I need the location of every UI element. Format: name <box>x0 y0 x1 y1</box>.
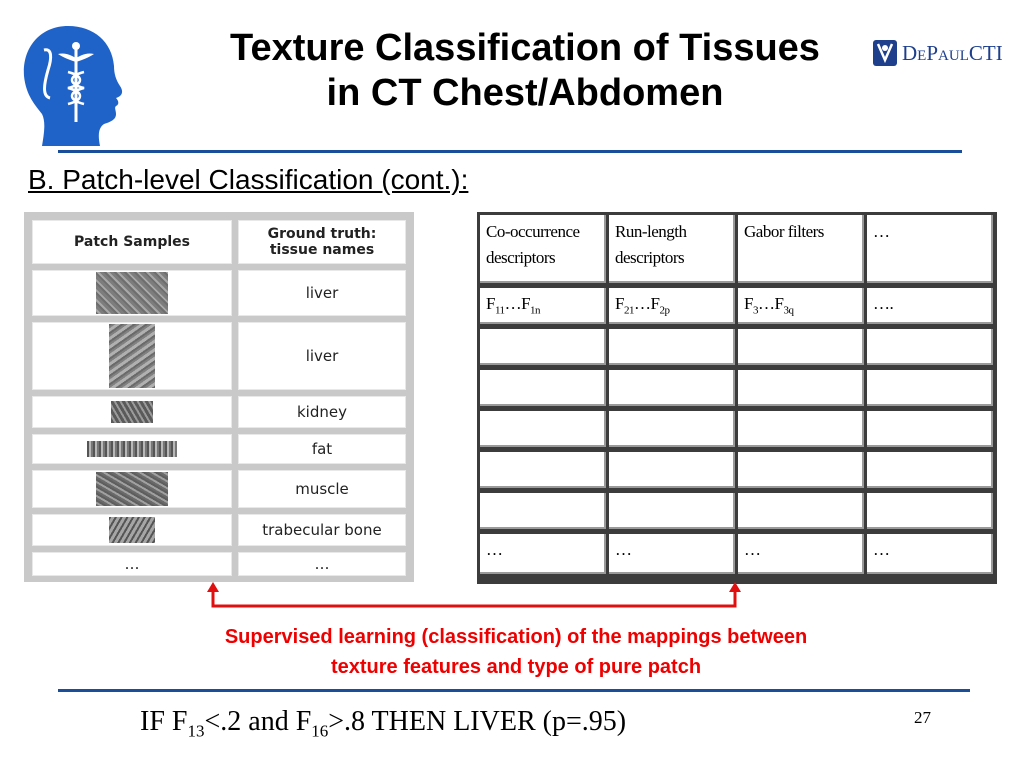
feature-header-cell: Gabor filters <box>738 215 864 283</box>
empty-cell <box>738 411 864 447</box>
empty-cell <box>609 411 735 447</box>
empty-cell <box>738 493 864 529</box>
empty-cell <box>609 370 735 406</box>
slide-title <box>130 26 920 116</box>
title-divider <box>58 150 962 153</box>
texture-patch-image <box>109 517 155 543</box>
empty-cell <box>609 452 735 488</box>
depaul-cti-icon <box>872 38 898 68</box>
empty-cell <box>480 411 606 447</box>
patch-sample-cell <box>32 270 232 316</box>
empty-cell <box>609 493 735 529</box>
empty-cell <box>609 329 735 365</box>
section-subtitle: B. Patch-level Classification (cont.): <box>28 164 469 195</box>
empty-cell <box>867 452 993 488</box>
patch-sample-cell <box>32 322 232 390</box>
patch-sample-cell <box>32 470 232 508</box>
empty-cell <box>480 370 606 406</box>
feature-header-cell: Co-occurrence descriptors <box>480 215 606 283</box>
ellipsis-cell: … <box>738 534 864 574</box>
patch-sample-ellipsis: … <box>32 552 232 576</box>
title-line-1: Texture Classification of Tissues <box>230 27 820 69</box>
ellipsis-cell: … <box>867 534 993 574</box>
empty-cell <box>738 452 864 488</box>
title-line-2: in CT Chest/Abdomen <box>326 72 724 114</box>
tissue-name-cell: liver <box>238 322 406 390</box>
texture-patch-image <box>96 272 168 314</box>
bottom-divider <box>58 689 970 692</box>
tissue-name-cell: muscle <box>238 470 406 508</box>
feature-range-cell: $F_3\dots F_{3q}$ <box>738 288 864 324</box>
empty-cell <box>867 370 993 406</box>
supervised-learning-note: Supervised learning (classification) of the mappings between texture features and type of pure patch <box>224 626 808 678</box>
feature-range-cell: $F_{21}\dots F_{2p}$ <box>609 288 735 324</box>
ellipsis-cell: … <box>609 534 735 574</box>
empty-cell <box>480 329 606 365</box>
page-number: 27 <box>914 708 931 727</box>
tissue-name-cell: fat <box>238 434 406 464</box>
texture-patch-image <box>109 324 155 388</box>
header-ground-truth: Ground truth: tissue names <box>238 220 406 264</box>
tissue-name-ellipsis: … <box>238 552 406 576</box>
empty-cell <box>480 452 606 488</box>
texture-patch-image <box>87 441 177 457</box>
feature-header-cell: Run-length descriptors <box>609 215 735 283</box>
depaul-cti-logo <box>872 36 1003 70</box>
slicer-logo-icon <box>18 22 130 150</box>
patch-sample-cell <box>32 396 232 428</box>
ground-truth-table <box>24 212 414 582</box>
empty-cell <box>738 329 864 365</box>
texture-features-table <box>477 212 997 584</box>
texture-patch-image <box>111 401 153 423</box>
empty-cell <box>867 329 993 365</box>
feature-range-cell: …. <box>867 288 993 324</box>
mapping-arrow-icon <box>200 580 760 612</box>
patch-sample-cell <box>32 514 232 546</box>
tissue-name-cell: trabecular bone <box>238 514 406 546</box>
texture-patch-image <box>96 472 168 506</box>
tissue-name-cell: kidney <box>238 396 406 428</box>
patch-sample-cell <box>32 434 232 464</box>
header-patch-samples: Patch Samples <box>32 220 232 264</box>
depaul-wordmark: DEPAULCTI <box>902 40 1003 65</box>
empty-cell <box>738 370 864 406</box>
empty-cell <box>867 411 993 447</box>
example-rule: IF $F_{13}<.2$ and $F_{16}>.8$ THEN LIVER (p=.95) <box>140 706 627 741</box>
empty-cell <box>480 493 606 529</box>
ellipsis-cell: … <box>480 534 606 574</box>
feature-header-cell: … <box>867 215 993 283</box>
empty-cell <box>867 493 993 529</box>
feature-range-cell: $F_{11}\dots F_{1n}$ <box>480 288 606 324</box>
tissue-name-cell: liver <box>238 270 406 316</box>
